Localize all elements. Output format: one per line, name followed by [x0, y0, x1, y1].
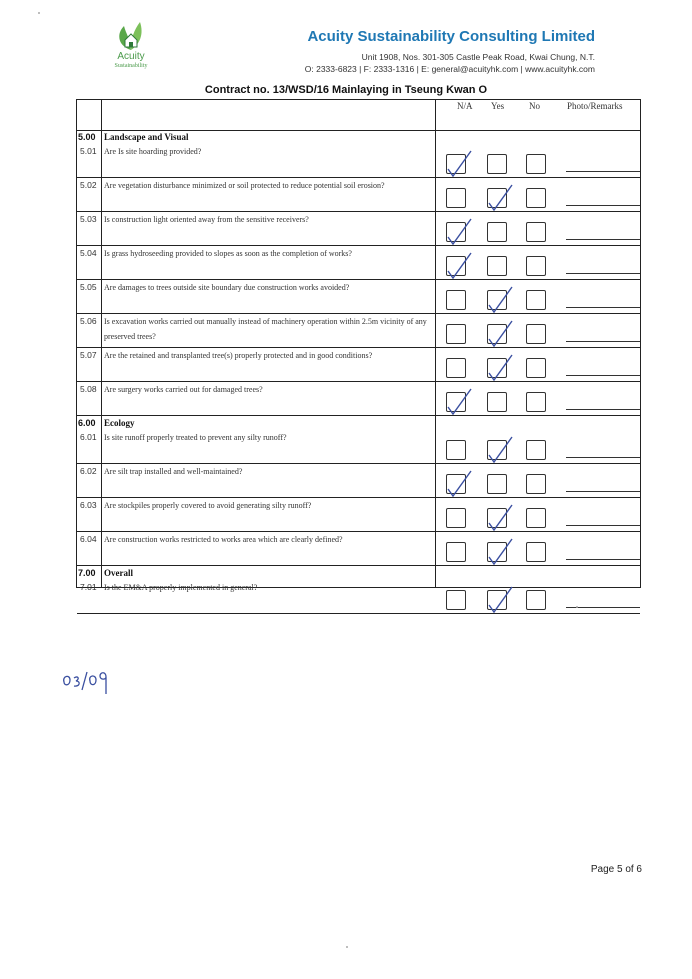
checkbox-na[interactable] [446, 590, 466, 610]
page-number: Page 5 of 6 [590, 864, 642, 875]
checkbox-no[interactable] [526, 256, 546, 276]
remarks-line[interactable] [566, 307, 640, 308]
item-number: 5.06 [80, 316, 97, 326]
checkbox-yes-checked[interactable] [487, 590, 507, 610]
check-mark-icon [486, 503, 512, 533]
item-number: 5.08 [80, 384, 97, 394]
company-address: Unit 1908, Nos. 301-305 Castle Peak Road, Kwai Chung, N.T. [361, 52, 595, 62]
handwritten-date [60, 668, 112, 701]
item-question: Is excavation works carried out manually instead of machinery operation within 2.5m vicinity of any preserved trees? [104, 317, 427, 341]
item-number: 5.01 [80, 146, 97, 156]
checkbox-yes[interactable] [487, 222, 507, 242]
checkbox-yes-checked[interactable] [487, 440, 507, 460]
checkbox-no[interactable] [526, 474, 546, 494]
checkbox-na[interactable] [446, 542, 466, 562]
company-name: Acuity Sustainability Consulting Limited [307, 28, 595, 45]
section-number: 6.00 [78, 418, 96, 428]
column-header-no: No [529, 101, 540, 111]
checkbox-no[interactable] [526, 508, 546, 528]
column-header-na: N/A [457, 101, 473, 111]
checkbox-no[interactable] [526, 392, 546, 412]
item-question: Is site runoff properly treated to prevent any silty runoff? [104, 433, 287, 442]
item-number: 5.07 [80, 350, 97, 360]
checkbox-na[interactable] [446, 290, 466, 310]
remarks-line[interactable] [566, 171, 640, 172]
check-mark-icon [486, 319, 512, 349]
item-question: Is construction light oriented away from the sensitive receivers? [104, 215, 309, 224]
checkbox-no[interactable] [526, 222, 546, 242]
remarks-line[interactable] [566, 559, 640, 560]
checkbox-yes[interactable] [487, 474, 507, 494]
section-title: Overall [104, 568, 133, 578]
item-question: Are Is site hoarding provided? [104, 147, 202, 156]
check-mark-icon [445, 149, 471, 179]
scan-speck [576, 606, 578, 608]
row-divider [77, 613, 640, 614]
checkbox-na-checked[interactable] [446, 474, 466, 494]
checkbox-no[interactable] [526, 358, 546, 378]
checkbox-no[interactable] [526, 440, 546, 460]
checkbox-yes-checked[interactable] [487, 508, 507, 528]
checkbox-no[interactable] [526, 324, 546, 344]
checkbox-na[interactable] [446, 324, 466, 344]
item-number: 6.04 [80, 534, 97, 544]
section-title: Landscape and Visual [104, 132, 189, 142]
check-mark-icon [486, 537, 512, 567]
checkbox-no[interactable] [526, 590, 546, 610]
checkbox-na-checked[interactable] [446, 154, 466, 174]
item-number: 5.03 [80, 214, 97, 224]
checkbox-yes[interactable] [487, 392, 507, 412]
item-question: Are silt trap installed and well-maintained? [104, 467, 243, 476]
checkbox-yes-checked[interactable] [487, 324, 507, 344]
check-mark-icon [486, 585, 512, 615]
checkbox-na[interactable] [446, 440, 466, 460]
scan-speck [346, 946, 348, 948]
checkbox-no[interactable] [526, 154, 546, 174]
item-number: 5.04 [80, 248, 97, 258]
item-question: Are vegetation disturbance minimized or soil protected to reduce potential soil erosion? [104, 181, 385, 190]
logo-name: Acuity [117, 51, 145, 62]
remarks-line[interactable] [566, 341, 640, 342]
row-divider [77, 565, 640, 566]
checkbox-no[interactable] [526, 290, 546, 310]
item-number: 5.05 [80, 282, 97, 292]
item-question: Are construction works restricted to works area which are clearly defined? [104, 535, 343, 544]
check-mark-icon [486, 435, 512, 465]
column-divider [101, 100, 102, 587]
checkbox-yes-checked[interactable] [487, 188, 507, 208]
item-question: Are the retained and transplanted tree(s) properly protected and in good conditions? [104, 351, 373, 360]
logo-subtitle: Sustainability [114, 63, 148, 69]
checkbox-yes[interactable] [487, 154, 507, 174]
item-question: Are stockpiles properly covered to avoid generating silty runoff? [104, 501, 312, 510]
remarks-line[interactable] [566, 409, 640, 410]
checkbox-na[interactable] [446, 188, 466, 208]
checkbox-yes-checked[interactable] [487, 358, 507, 378]
check-mark-icon [445, 251, 471, 281]
check-mark-icon [486, 353, 512, 383]
check-mark-icon [445, 217, 471, 247]
remarks-line[interactable] [566, 273, 640, 274]
item-number: 5.02 [80, 180, 97, 190]
checkbox-yes-checked[interactable] [487, 290, 507, 310]
column-header-yes: Yes [491, 101, 505, 111]
row-divider [77, 415, 640, 416]
column-header-remarks: Photo/Remarks [567, 101, 623, 111]
checklist-table [76, 99, 641, 592]
company-logo [96, 20, 166, 78]
item-question: Are damages to trees outside site boundary due construction works avoided? [104, 283, 350, 292]
leaf-house-logo-icon [114, 20, 148, 52]
item-question: Is grass hydroseeding provided to slopes as soon as the completion of works? [104, 249, 352, 258]
row-divider [77, 130, 640, 131]
check-mark-icon [486, 183, 512, 213]
remarks-line[interactable] [566, 457, 640, 458]
checkbox-na-checked[interactable] [446, 392, 466, 412]
remarks-line[interactable] [566, 525, 640, 526]
item-question: Is the EM&A properly implemented in general? [104, 583, 258, 592]
checkbox-yes-checked[interactable] [487, 542, 507, 562]
company-contact: O: 2333-6823 | F: 2333-1316 | E: general@acuityhk.com | www.acuityhk.com [304, 64, 595, 74]
check-mark-icon [445, 469, 471, 499]
checkbox-na[interactable] [446, 358, 466, 378]
item-question: Are surgery works carried out for damaged trees? [104, 385, 263, 394]
remarks-line[interactable] [566, 375, 640, 376]
checkbox-no[interactable] [526, 188, 546, 208]
check-mark-icon [445, 387, 471, 417]
item-number: 6.02 [80, 466, 97, 476]
item-number: 7.01 [80, 582, 97, 592]
item-number: 6.03 [80, 500, 97, 510]
remarks-line[interactable] [566, 239, 640, 240]
checkbox-no[interactable] [526, 542, 546, 562]
scan-speck [38, 12, 40, 14]
remarks-line[interactable] [566, 205, 640, 206]
item-number: 6.01 [80, 432, 97, 442]
checkbox-na-checked[interactable] [446, 222, 466, 242]
section-number: 7.00 [78, 568, 96, 578]
section-title: Ecology [104, 418, 135, 428]
section-number: 5.00 [78, 132, 96, 142]
remarks-line[interactable] [566, 491, 640, 492]
checkbox-yes[interactable] [487, 256, 507, 276]
contract-title: Contract no. 13/WSD/16 Mainlaying in Tseung Kwan O [204, 84, 488, 96]
checkbox-na-checked[interactable] [446, 256, 466, 276]
check-mark-icon [486, 285, 512, 315]
checkbox-na[interactable] [446, 508, 466, 528]
